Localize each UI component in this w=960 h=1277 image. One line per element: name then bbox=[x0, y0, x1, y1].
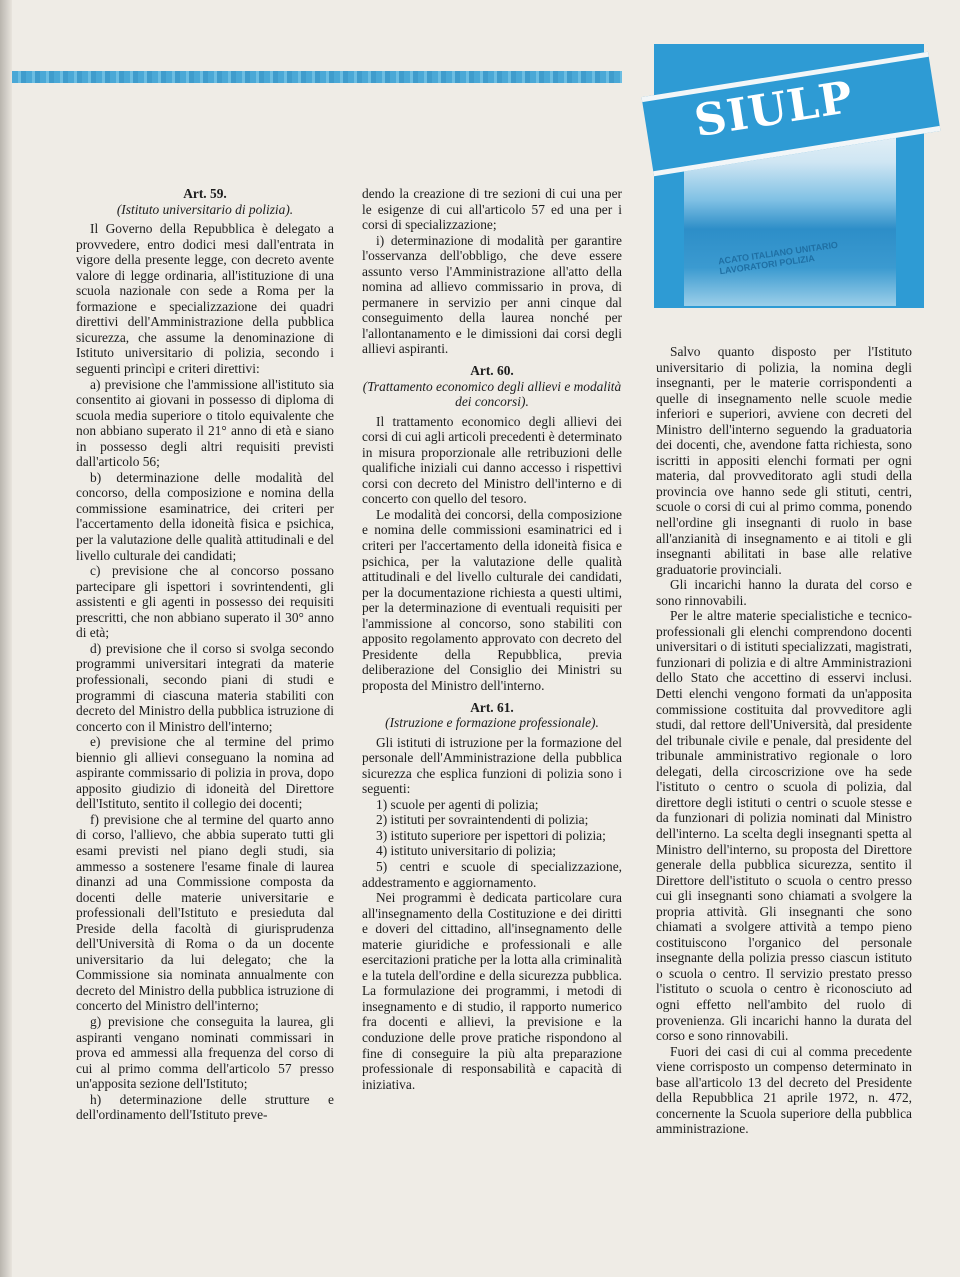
article-heading: Art. 60. bbox=[470, 363, 514, 379]
paragraph: a) previsione che l'ammissione all'istituto sia consentito ai giovani in possesso di diploma di scuola media superiore o titolo equivalente che non abbiano superato il 21° anno di età e siano in possesso degli altri requisiti previsti dall'articolo 56; bbox=[76, 376, 334, 470]
paragraph: f) previsione che al termine del quarto anno di corso, l'allievo, che abbia superato tutti gli esami previsti nel piano degli studi, sia ammesso a sostenere l'esame finale di laurea dinanzi ad una Commissione composta da docenti delle materie universitarie e professionali dell'Istituto e presieduta dal Preside della facoltà di giurisprudenza dell'Università di Roma o da un docente universitario da lui delegato; che la Commissione sia nominata annualmente con decreto del Ministro della pubblica istruzione di concerto del Ministro dell'interno; bbox=[76, 811, 334, 1014]
paragraph: 5) centri e scuole di specializzazione, addestramento e aggiornamento. bbox=[362, 858, 622, 890]
paragraph: Gli incarichi hanno la durata del corso e sono rinnovabili. bbox=[656, 577, 912, 608]
paragraph: i) determinazione di modalità per garantire l'osservanza dell'obbligo, che deve essere assunto verso l'Amministrazione all'atto della nomina ad allievo commissario in prova, di permanere in servizio per anni cinque dal conseguimento della laurea nonché per l'allontanamento e le dimissioni dai corsi degli allievi aspiranti. bbox=[362, 232, 622, 357]
paragraph: Le modalità dei concorsi, della composizione e nomina delle commissioni esaminatrici ed i criteri per l'accertamento della idoneità fisica e psichica, per la valutazione delle qualità attitudinali e del livello culturale dei candidati, per la documentazione richiesta a questi ultimi, per la determinazione di eventuali requisiti per l'ammissione al concorso, sono stabiliti con apposito regolamento approvato con decreto del Presidente della Repubblica, previa deliberazione del Consiglio dei Ministri su proposta del Ministro dell'interno. bbox=[362, 506, 622, 693]
paragraph: dendo la creazione di tre sezioni di cui una per le esigenze di cui all'articolo 57 ed una per i corsi di specializzazione; bbox=[362, 186, 622, 233]
column-3 bbox=[656, 344, 912, 1137]
paragraph: d) previsione che il corso si svolga secondo programmi universitari integrati da materie professionali, secondo piani di studi e programmi di ciascuna materia stabiliti con decreto del Ministro della pubblica istruzione di concerto con il Ministro dell'interno; bbox=[76, 640, 334, 734]
article-heading: Art. 59. bbox=[183, 186, 227, 201]
decorative-rule bbox=[12, 71, 622, 83]
paragraph: c) previsione che al concorso possano partecipare gli ispettori i sovrintendenti, gli assistenti e gli agenti in possesso dei requisiti prescritti, che non abbiano superato il 30° anno di età; bbox=[76, 563, 334, 641]
logo-text: SIULP bbox=[690, 71, 857, 148]
paragraph: e) previsione che al termine del primo biennio gli allievi conseguano la nomina ad aspirante commissario di polizia in prova, dopo apposito giudizio di idoneità del Direttore dell'Istituto, sentito il collegio dei docenti; bbox=[76, 734, 334, 812]
article-subtitle: (Trattamento economico degli allievi e modalità dei concorsi). bbox=[362, 378, 622, 410]
paragraph: 3) istituto superiore per ispettori di polizia; bbox=[376, 827, 606, 843]
column-1 bbox=[76, 186, 334, 1123]
paragraph: Nei programmi è dedicata particolare cura all'insegnamento della Costituzione e dei diritti e doveri del cittadino, all'insegnamento delle materie giuridiche e professionali e alle esercitazioni pratiche per la lotta alla criminalità e la tutela dell'ordine e della sicurezza pubblica. La formulazione dei programmi, i metodi di insegnamento e di studio, il rapporto numerico fra docenti e allievi, la previsione e la conduzione delle prove pratiche rispondono al fine di conseguire la più alta preparazione professionale di responsabilità e capacità di iniziativa. bbox=[362, 890, 622, 1092]
page-edge bbox=[0, 0, 12, 1277]
siulp-logo-photo bbox=[654, 44, 924, 308]
article-subtitle: (Istituto universitario di polizia). bbox=[116, 201, 294, 217]
paragraph: 1) scuole per agenti di polizia; bbox=[376, 796, 539, 812]
column-2 bbox=[362, 186, 622, 1092]
article-subtitle: (Istruzione e formazione professionale). bbox=[385, 715, 599, 731]
paragraph: Fuori dei casi di cui al comma precedente viene corrisposto un compenso determinato in base all'articolo 13 del decreto del Presidente della Repubblica 21 aprile 1972, n. 472, concernente la Scuola superiore della pubblica amministrazione. bbox=[656, 1043, 912, 1137]
paragraph: Per le altre materie specialistiche e tecnico-professionali gli elenchi comprendono docenti universitari o di istituti specializzati, magistrati, funzionari di polizia e di altre Amministrazioni dello Stato che accettino di esservi inclusi. Detti elenchi vengono formati da un'apposita commissione costituita dal provveditore agli studi, dal rettore dell'Università, dal presidente del tribunale civile e penale, dal presidente del tribunale amministrativo regionale o loro delegati, della circoscrizione ove ha sede l'istituto o centro o scuola di polizia, dal direttore degli istituti o centri o scuole stesse e da funzionari di polizia nominati dal Ministro dell'interno. La scelta degli insegnanti spetta al Ministro dell'interno, su proposta del Direttore generale della pubblica sicurezza, sentito il Direttore dell'istituto o scuola o centro presso cui gli insegnanti sono chiamati a svolgere la propria attività. Gli insegnanti che sono chiamati a svolgere attività a tempo pieno costituiscono l'organico del personale insegnante della polizia presso ciascun istituto o scuola o centro. Il servizio prestato presso l'istituto o scuola o centro è riconosciuto ad ogni effetto nell'ambito del ruolo di provenienza. Gli incarichi hanno la durata del corso e sono rinnovabili. bbox=[656, 608, 912, 1044]
paragraph: 4) istituto universitario di polizia; bbox=[376, 843, 557, 859]
paragraph: Salvo quanto disposto per l'Istituto universitario di polizia, la nomina degli insegnanti, per le materie corrispondenti a quelle di insegnamento nelle scuole medie inferiori e superiori, avviene con decreti del Ministro dell'interno seguendo la graduatoria dei docenti, che, avendone fatta richiesta, sono iscritti in appositi elenchi formati per ogni materia, dal provveditorato agli studi della provincia ove hanno sede gli stituti, centri, scuole o corsi di cui al primo comma, ponendo nell'ordine gli insegnanti di ruolo in base all'anzianità di insegnamento e ai titoli e gli insegnanti abilitati in base alle relative graduatorie provinciali. bbox=[656, 344, 912, 577]
paragraph: 2) istituti per sovraintendenti di polizia; bbox=[376, 812, 589, 828]
paragraph: Il Governo della Repubblica è delegato a provvedere, entro dodici mesi dall'entrata in vigore della presente legge, con decreto avente valore di legge ordinaria, all'istituzione di una scuola nazionale con sede a Roma per la formazione e specializzazione dei quadri direttivi dell'Amministrazione della pubblica sicurezza, che assume la denominazione di Istituto universitario di polizia, secondo i seguenti princìpi e criteri direttivi: bbox=[76, 221, 334, 377]
paragraph: b) determinazione delle modalità del concorso, della composizione e nomina della commissione esaminatrice, dei criteri per l'accertamento della idoneità fisica e psichica, per la valutazione delle qualità attitudinali e del livello culturale dei candidati; bbox=[76, 469, 334, 563]
paragraph: g) previsione che conseguita la laurea, gli aspiranti vengano nominati commissari in prova ed ammessi alla frequenza del corso di cui al primo comma dell'articolo 57 presso un'apposita sezione dell'Istituto; bbox=[76, 1013, 334, 1092]
article-heading: Art. 61. bbox=[470, 699, 514, 715]
banner-text: ACATO ITALIANO UNITARIO LAVORATORI POLIZIA bbox=[717, 239, 839, 277]
paragraph: Gli istituti di istruzione per la formazione del personale dell'Amministrazione della pubblica sicurezza che esplica funzioni di polizia sono i seguenti: bbox=[362, 734, 622, 797]
paragraph: Il trattamento economico degli allievi dei corsi di cui agli articoli precedenti è determinato in misura proporzionale alle retribuzioni delle qualifiche iniziali cui danno accesso i rispettivi corsi con decreto del Ministro dell'interno e di concerto con quello del tesoro. bbox=[362, 413, 622, 507]
paragraph: h) determinazione delle strutture e dell'ordinamento dell'Istituto preve- bbox=[76, 1091, 334, 1123]
